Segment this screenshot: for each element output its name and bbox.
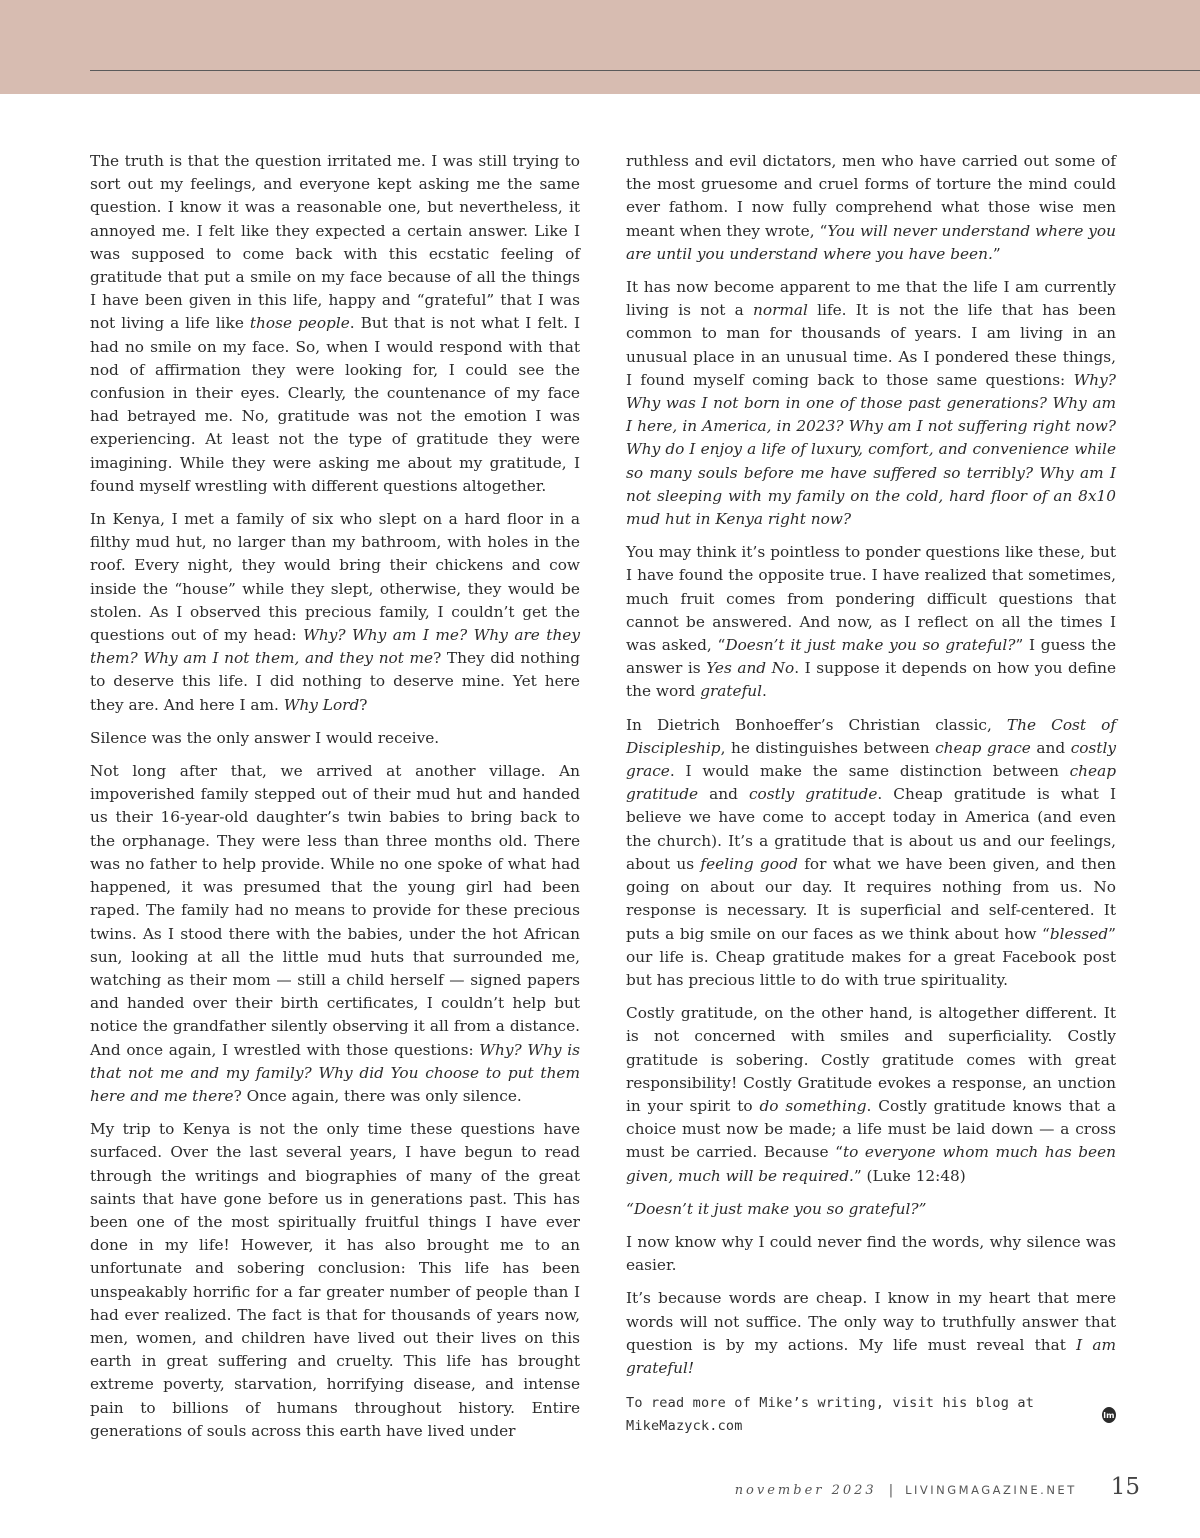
footer-separator: |: [888, 1483, 894, 1498]
paragraph: I now know why I could never find the words, why silence was easier.: [626, 1232, 1116, 1275]
paragraph: ruthless and evil dictators, men who have carried out some of the most gruesome and cruel forms of torture the mind could ever fathom. I now fully comprehend what those wise men meant when they wrote, “You will never understand where you are until you understand where you have been.”: [626, 152, 1116, 263]
paragraph: It’s because words are cheap. I know in my heart that mere words will not suffice. The only way to truthfully answer that question is by my actions. My life must reveal that I am grateful!: [626, 1289, 1117, 1377]
footer-date: november 2023: [734, 1483, 877, 1498]
article-column-left: [90, 150, 580, 1453]
page-number: 15: [1110, 1474, 1140, 1500]
paragraph: Silence was the only answer I would receive.: [90, 728, 440, 747]
blog-promo: [626, 1392, 1116, 1438]
paragraph: In Kenya, I met a family of six who slept on a hard floor in a filthy mud hut, no larger than my bathroom, with holes in the roof. Every night, they would bring their chickens and cow inside the “house” while they slept, otherwise, they would be stolen. As I observed this precious family, I couldn’t get the questions out of my head: Why? Why am I me? Why are they them? Why am I not them, and they not me? They did nothing to deserve this life. I did nothing to deserve mine. Yet here they are. And here I am. Why Lord?: [90, 510, 580, 714]
header-band: [0, 0, 1200, 94]
paragraph: The truth is that the question irritated me. I was still trying to sort out my feelings, and everyone kept asking me the same question. I know it was a reasonable one, but nevertheless, it annoyed me. I felt like they expected a certain answer. Like I was supposed to come back with this ecstatic feeling of gratitude that put a smile on my face because of all the things I have been given in this life, happy and “grateful” that I was not living a life like those people. But that is not what I felt. I had no smile on my face. So, when I would respond with that nod of affirmation they were looking for, I could see the confusion in their eyes. Clearly, the countenance of my face had betrayed me. No, gratitude was not the emotion I was experiencing. At least not the type of gratitude they were imagining. While they were asking me about my gratitude, I found myself wrestling with different questions altogether.: [90, 152, 581, 495]
paragraph: My trip to Kenya is not the only time these questions have surfaced. Over the last several years, I have begun to read through the writings and biographies of many of the great saints that have gone before us in generations past. This has been one of the most spiritually fruitful things I have ever done in my life! However, it has also brought me to an unfortunate and sobering conclusion: This life has been unspeakably horrific for a far greater number of people than I had ever realized. The fact is that for thousands of years now, men, women, and children have lived out their lives on this earth in great suffering and cruelty. This life has brought extreme poverty, starvation, horrifying disease, and intense pain to billions of humans throughout history. Entire generations of souls across this earth have lived under: [90, 1120, 580, 1440]
header-rule: [90, 70, 1200, 71]
magazine-logo-icon: lm: [1102, 1407, 1116, 1423]
paragraph: You may think it’s pointless to ponder questions like these, but I have found the opposite true. I have realized that sometimes, much fruit comes from pondering difficult questions that cannot be answered. And now, as I reflect on all the times I was asked, “Doesn’t it just make you so grateful?” I guess the answer is Yes and No. I suppose it depends on how you define the word grateful.: [626, 543, 1116, 701]
paragraph: “Doesn’t it just make you so grateful?”: [626, 1199, 927, 1218]
paragraph: Not long after that, we arrived at another village. An impoverished family stepped out of their mud hut and handed us their 16-year-old daughter’s twin babies to bring back to the orphanage. They were less than three months old. There was no father to help provide. While no one spoke of what had happened, it was presumed that the young girl had been raped. The family had no means to provide for these precious twins. As I stood there with the babies, under the hot African sun, looking at all the little mud huts that surrounded me, watching as their mom — still a child herself — signed papers and handed over their birth certificates, I couldn’t help but notice the grandfather silently observing it all from a distance. And once again, I wrestled with those questions: Why? Why is that not me and my family? Why did You choose to put them here and me there? Once again, there was only silence.: [90, 762, 580, 1105]
paragraph: Costly gratitude, on the other hand, is altogether different. It is not concerned with smiles and superficiality. Costly gratitude is sobering. Costly gratitude comes with great responsibility! Costly Gratitude evokes a response, an unction in your spirit to do something. Costly gratitude knows that a choice must now be made; a life must be laid down — a cross must be carried. Because “to everyone whom much has been given, much will be required.” (Luke 12:48): [626, 1004, 1116, 1185]
footer-site: LIVINGMAGAZINE.NET: [905, 1483, 1077, 1497]
paragraph: It has now become apparent to me that the life I am currently living is not a normal life. It is not the life that has been common to man for thousands of years. I am living in an unusual place in an unusual time. As I pondered these things, I found myself coming back to those same questions: Why? Why was I not born in one of those past generations? Why am I here, in America, in 2023? Why am I not suffering right now? Why do I enjoy a life of luxury, comfort, and convenience while so many souls before me have suffered so terribly? Why am I not sleeping with my family on the cold, hard floor of an 8x10 mud hut in Kenya right now?: [626, 278, 1117, 529]
article-column-right: [626, 150, 1116, 1439]
page-footer: [735, 1474, 1140, 1500]
blog-promo-text: To read more of Mike’s writing, visit his blog at MikeMazyck.com: [626, 1395, 1035, 1435]
paragraph: In Dietrich Bonhoeffer’s Christian classic, The Cost of Discipleship, he distinguishes between cheap grace and costly grace. I would make the same distinction between cheap gratitude and costly gratitude. Cheap gratitude is what I believe we have come to accept today in America (and even the church). It’s a gratitude that is about us and our feelings, about us feeling good for what we have been given, and then going on about our day. It requires nothing from us. No response is necessary. It is superficial and self-centered. It puts a big smile on our faces as we think about how “blessed” our life is. Cheap gratitude makes for a great Facebook post but has precious little to do with true spirituality.: [626, 715, 1117, 989]
